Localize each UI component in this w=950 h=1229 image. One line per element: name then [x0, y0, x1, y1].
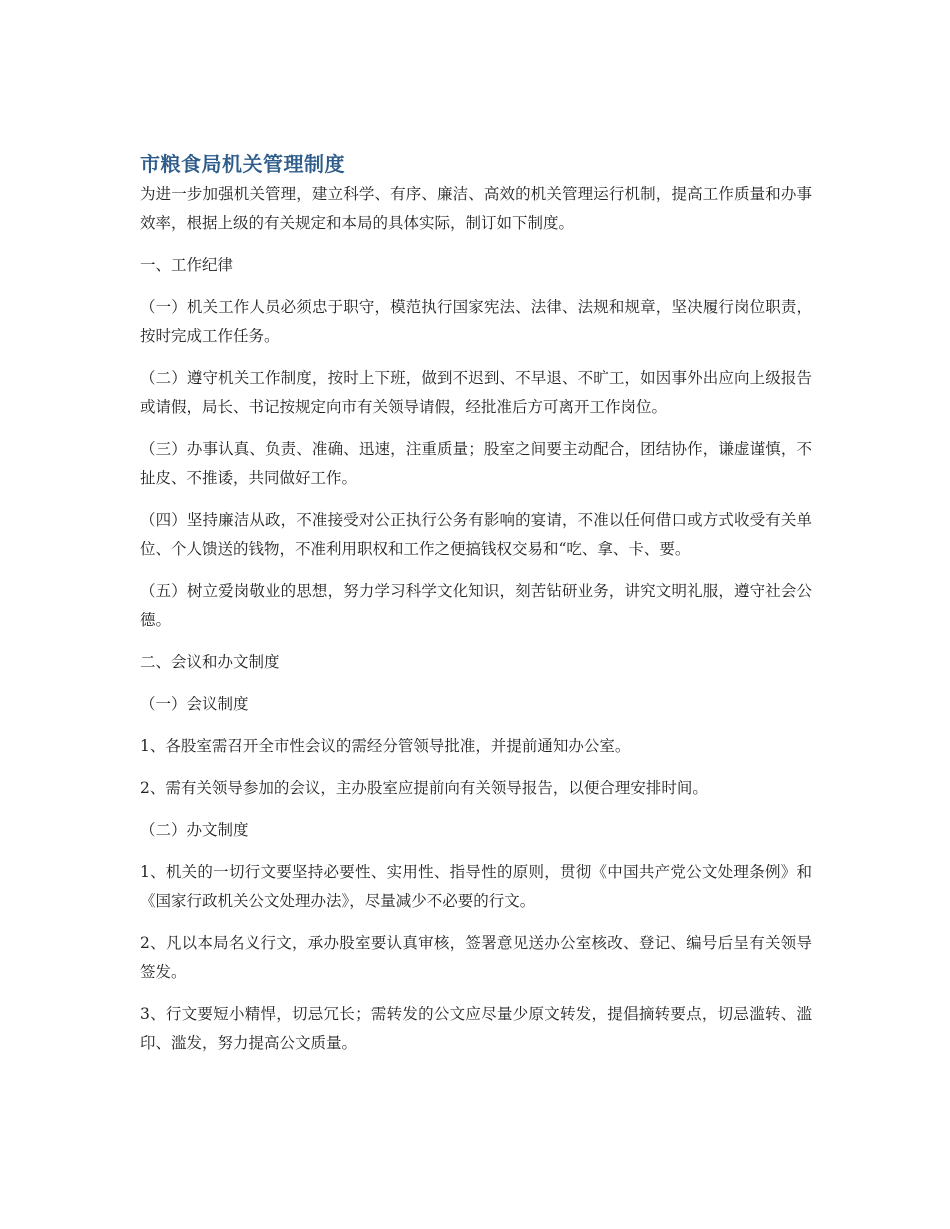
document-title: 市粮食局机关管理制度 [140, 152, 345, 176]
paragraph-discipline-3: （三）办事认真、负责、准确、迅速，注重质量；股室之间要主动配合，团结协作，谦虚谨慎，不扯皮、不推诿，共同做好工作。 [140, 440, 812, 487]
paragraph-discipline-5: （五）树立爱岗敬业的思想，努力学习科学文化知识，刻苦钻研业务，讲究文明礼服，遵守社会公德。 [140, 582, 812, 629]
paragraph-discipline-4: （四）坚持廉洁从政，不准接受对公正执行公务有影响的宴请，不准以任何借口或方式收受有关单位、个人馈送的钱物，不准利用职权和工作之便搞钱权交易和“吃、拿、卡、要。 [140, 511, 812, 558]
subsection-heading-documents: （二）办文制度 [140, 821, 249, 839]
paragraph-discipline-1: （一）机关工作人员必须忠于职守，模范执行国家宪法、法律、法规和规章，坚决履行岗位职责，按时完成工作任务。 [140, 298, 812, 345]
paragraph-documents-1: 1、机关的一切行文要坚持必要性、实用性、指导性的原则，贯彻《中国共产党公文处理条例》和《国家行政机关公文处理办法》，尽量减少不必要的行文。 [140, 863, 812, 910]
paragraph-meeting-1: 1、各股室需召开全市性会议的需经分管领导批准，并提前通知办公室。 [140, 737, 631, 755]
paragraph-meeting-2: 2、需有关领导参加的会议，主办股室应提前向有关领导报告，以便合理安排时间。 [140, 779, 708, 797]
section-heading-work-discipline: 一、工作纪律 [140, 256, 234, 274]
document-page [140, 150, 812, 1071]
paragraph-documents-2: 2、凡以本局名义行文，承办股室要认真审核，签署意见送办公室核改、登记、编号后呈有关领导签发。 [140, 934, 812, 981]
intro-paragraph: 为进一步加强机关管理，建立科学、有序、廉洁、高效的机关管理运行机制，提高工作质量和办事效率，根据上级的有关规定和本局的具体实际，制订如下制度。 [140, 185, 812, 232]
paragraph-discipline-2: （二）遵守机关工作制度，按时上下班，做到不迟到、不早退、不旷工，如因事外出应向上级报告或请假，局长、书记按规定向市有关领导请假，经批准后方可离开工作岗位。 [140, 369, 812, 416]
section-heading-meeting-documents: 二、会议和办文制度 [140, 653, 280, 671]
subsection-heading-meeting: （一）会议制度 [140, 695, 249, 713]
paragraph-documents-3: 3、行文要短小精悍，切忌冗长；需转发的公文应尽量少原文转发，提倡摘转要点，切忌滥转、滥印、滥发，努力提高公文质量。 [140, 1005, 812, 1052]
